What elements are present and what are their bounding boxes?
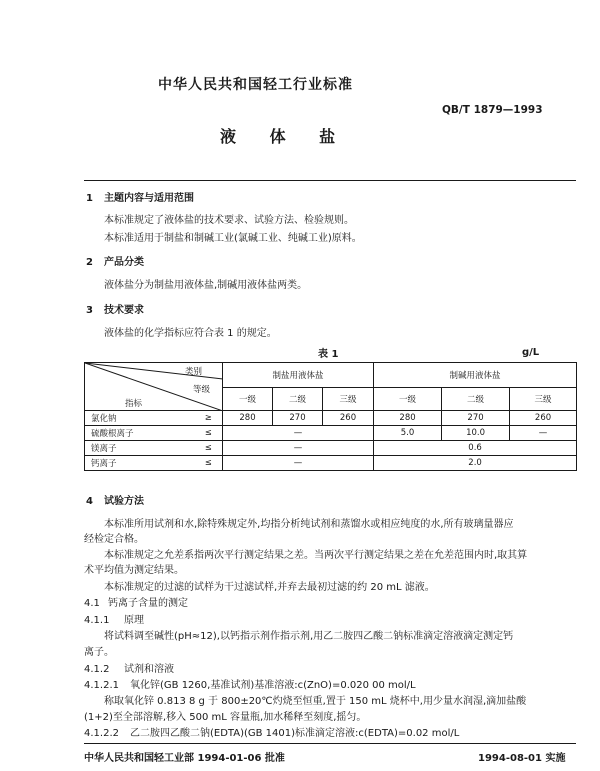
table-cell: 2.0: [374, 456, 577, 471]
row-operator: ≤: [195, 426, 223, 441]
table-cell: 270: [273, 411, 323, 426]
table-diagonal-header: [85, 363, 223, 411]
document-title: 液 体 盐: [220, 127, 350, 146]
section-4-1-2-title: 试剂和溶液: [124, 664, 174, 675]
table-cell: —: [223, 456, 374, 471]
grade-cell: 三级: [510, 388, 577, 411]
table-row: [85, 426, 577, 441]
section-4-1-1-paragraph-b: 离子。: [84, 647, 114, 658]
section-4-1-1-title: 原理: [124, 615, 144, 626]
section-4-1-2-2-number: 4.1.2.2: [84, 728, 119, 739]
grade-cell: 二级: [442, 388, 510, 411]
row-label: 氯化钠: [85, 411, 195, 426]
grade-cell: 一级: [374, 388, 442, 411]
section-3-paragraph-1: 液体盐的化学指标应符合表 1 的规定。: [104, 328, 277, 339]
table-cell: 270: [442, 411, 510, 426]
section-4-1-1-paragraph-a: 将试料调至碱性(pH≈12),以钙指示剂作指示剂,用乙二胺四乙酸二钠标准滴定溶液滴定测定钙: [104, 631, 514, 642]
footer-issuer: 中华人民共和国轻工业部 1994-01-06 批准: [84, 753, 285, 764]
section-4-1-number: 4.1: [84, 598, 100, 609]
section-4-paragraph-1b: 经检定合格。: [84, 534, 144, 545]
section-1-paragraph-2: 本标准适用于制盐和制碱工业(氯碱工业、纯碱工业)原料。: [104, 233, 362, 244]
table-unit: g/L: [522, 347, 540, 358]
group-alkali-header: 制碱用液体盐: [374, 363, 577, 388]
row-label: 钙离子: [85, 456, 195, 471]
row-label: 硫酸根离子: [85, 426, 195, 441]
table-cell: —: [510, 426, 577, 441]
section-4-1-2-1-number: 4.1.2.1: [84, 680, 119, 691]
table-caption: 表 1: [318, 349, 339, 360]
table-cell: 280: [223, 411, 273, 426]
section-1-paragraph-1: 本标准规定了液体盐的技术要求、试验方法、检验规则。: [104, 215, 354, 226]
grade-cell: 三级: [323, 388, 374, 411]
footer-divider: [84, 743, 576, 744]
row-label: 镁离子: [85, 441, 195, 456]
standard-code: QB/T 1879—1993: [442, 104, 543, 116]
row-operator: ≤: [195, 441, 223, 456]
section-1-title: 主题内容与适用范围: [104, 193, 194, 204]
section-4-1-2-1-text: 氧化锌(GB 1260,基准试剂)基准溶液:c(ZnO)=0.020 00 mol/L: [130, 680, 416, 691]
table-cell: 5.0: [374, 426, 442, 441]
group-salt-header: 制盐用液体盐: [223, 363, 374, 388]
section-4-1-title: 钙离子含量的测定: [108, 598, 188, 609]
table-cell: —: [223, 426, 374, 441]
footer-effective-date: 1994-08-01 实施: [478, 753, 566, 764]
table-row: [85, 411, 577, 426]
section-2-paragraph-1: 液体盐分为制盐用液体盐,制碱用液体盐两类。: [104, 280, 308, 291]
section-4-1-2-1-paragraph-b: (1+2)至全部溶解,移入 500 mL 容量瓶,加水稀释至刻度,摇匀。: [84, 712, 367, 723]
grade-cell: 二级: [273, 388, 323, 411]
section-2-number: 2: [86, 257, 93, 268]
row-operator: ≤: [195, 456, 223, 471]
table-row: [85, 441, 577, 456]
section-3-title: 技术要求: [104, 305, 144, 316]
table-cell: —: [223, 441, 374, 456]
table-cell: 280: [374, 411, 442, 426]
table-cell: 260: [510, 411, 577, 426]
spec-table: [84, 362, 577, 471]
table-cell: 0.6: [374, 441, 577, 456]
section-2-title: 产品分类: [104, 257, 144, 268]
header-category: 类别: [185, 367, 203, 377]
section-4-1-1-number: 4.1.1: [84, 615, 110, 626]
table-cell: 10.0: [442, 426, 510, 441]
header-indicator: 指标: [125, 399, 143, 409]
issuing-organization: 中华人民共和国轻工行业标准: [158, 77, 353, 93]
header-divider: [84, 180, 576, 181]
section-3-number: 3: [86, 305, 93, 316]
table-cell: 260: [323, 411, 374, 426]
section-1-number: 1: [86, 193, 93, 204]
table-row: [85, 456, 577, 471]
section-4-1-2-number: 4.1.2: [84, 664, 110, 675]
section-4-paragraph-1a: 本标准所用试剂和水,除特殊规定外,均指分析纯试剂和蒸馏水或相应纯度的水,所有玻璃量器应: [104, 519, 514, 530]
grade-cell: 一级: [223, 388, 273, 411]
section-4-1-2-2-text: 乙二胺四乙酸二钠(EDTA)(GB 1401)标准滴定溶液:c(EDTA)=0.02 mol/L: [130, 728, 460, 739]
section-4-paragraph-3: 本标准规定的过滤的试样为干过滤试样,并弃去最初过滤的约 20 mL 滤液。: [104, 582, 435, 593]
row-operator: ≥: [195, 411, 223, 426]
section-4-paragraph-2b: 术平均值为测定结果。: [84, 565, 184, 576]
header-grade: 等级: [193, 385, 211, 395]
section-4-number: 4: [86, 496, 93, 507]
section-4-1-2-1-paragraph-a: 称取氧化锌 0.813 8 g 于 800±20℃灼烧至恒重,置于 150 mL 烧杯中,用少量水润湿,滴加盐酸: [104, 696, 527, 707]
section-4-title: 试验方法: [104, 496, 144, 507]
section-4-paragraph-2a: 本标准规定之允差系指两次平行测定结果之差。当两次平行测定结果之差在允差范围内时,取其算: [104, 550, 528, 561]
